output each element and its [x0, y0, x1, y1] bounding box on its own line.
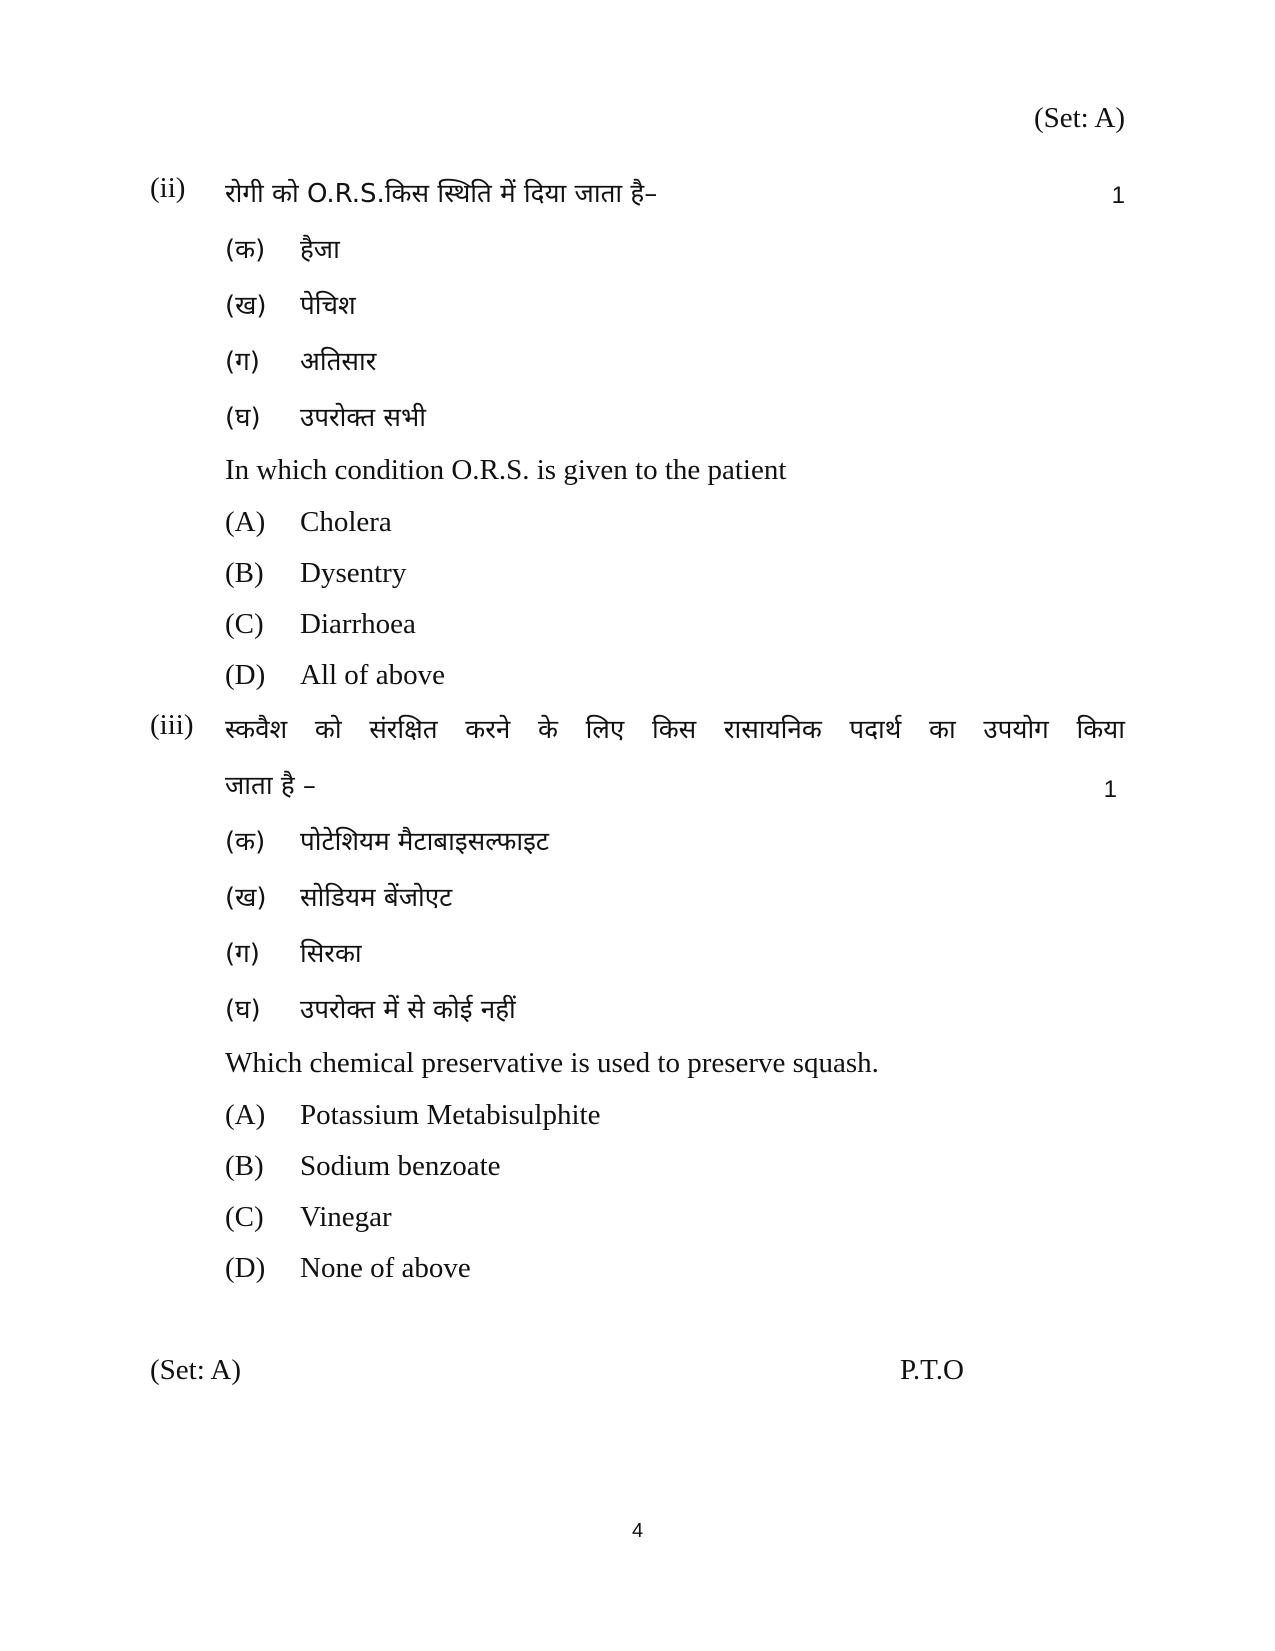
- option-ii-english-text-d: All of above: [300, 659, 445, 691]
- option-ii-english-text-c: Diarrhoea: [300, 608, 416, 640]
- option-iii-hindi-text-4: उपरोक्त में से कोई नहीं: [300, 995, 516, 1025]
- option-iii-hindi-label-1: (क): [225, 827, 266, 857]
- question-iii-hindi-line1: [225, 710, 1125, 746]
- option-iii-hindi-label-3: (ग): [225, 939, 260, 969]
- option-ii-hindi-text-4: उपरोक्त सभी: [300, 403, 426, 433]
- option-ii-hindi-text-3: अतिसार: [300, 347, 377, 377]
- footer-set-label: (Set: A): [150, 1354, 242, 1386]
- option-ii-english-text-b: Dysentry: [300, 557, 407, 589]
- option-iii-hindi-text-1: पोटेशियम मैटाबाइसल्फाइट: [300, 827, 550, 857]
- question-ii-marks: 1: [1111, 182, 1125, 209]
- option-iii-hindi-text-3: सिरका: [300, 939, 362, 969]
- option-ii-hindi-text-2: पेचिश: [300, 291, 356, 321]
- option-iii-english-text-d: None of above: [300, 1252, 471, 1284]
- option-ii-hindi-label-2: (ख): [225, 291, 267, 321]
- question-iii-marks: 1: [1103, 776, 1117, 803]
- option-iii-english-text-c: Vinegar: [300, 1201, 392, 1233]
- option-iii-hindi-text-2: सोडियम बेंजोएट: [300, 883, 453, 913]
- header-set-label: (Set: A): [1033, 102, 1125, 134]
- option-iii-hindi-label-2: (ख): [225, 883, 267, 913]
- option-ii-hindi-label-4: (घ): [225, 403, 261, 433]
- option-ii-hindi-label-3: (ग): [225, 347, 260, 377]
- option-ii-english-label-c: (C): [225, 608, 264, 640]
- option-iii-english-label-b: (B): [225, 1150, 264, 1182]
- question-iii-hindi-text-line1: स्कवैश को संरक्षित करने के लिए किस रासायनिक पदार्थ का उपयोग किया: [225, 715, 1125, 745]
- question-ii-hindi-text: रोगी को O.R.S.किस स्थिति में दिया जाता है–: [225, 179, 658, 209]
- option-iii-hindi-label-4: (घ): [225, 995, 261, 1025]
- option-iii-english-text-a: Potassium Metabisulphite: [300, 1099, 601, 1131]
- option-ii-english-text-a: Cholera: [300, 506, 392, 538]
- option-iii-english-label-c: (C): [225, 1201, 264, 1233]
- option-ii-hindi-text-1: हैजा: [300, 235, 340, 265]
- page-number: 4: [631, 1520, 644, 1542]
- option-iii-english-text-b: Sodium benzoate: [300, 1150, 501, 1182]
- option-iii-english-label-d: (D): [225, 1252, 266, 1284]
- option-iii-english-label-a: (A): [225, 1099, 266, 1131]
- question-ii-english-text: In which condition O.R.S. is given to the patient: [225, 454, 787, 486]
- question-number-ii: (ii): [150, 172, 186, 204]
- footer-pto: P.T.O: [900, 1354, 964, 1386]
- option-ii-english-label-d: (D): [225, 659, 266, 691]
- question-number-iii: (iii): [150, 709, 194, 741]
- option-ii-english-label-a: (A): [225, 506, 266, 538]
- option-ii-hindi-label-1: (क): [225, 235, 266, 265]
- option-ii-english-label-b: (B): [225, 557, 264, 589]
- question-iii-english-text: Which chemical preservative is used to preserve squash.: [225, 1047, 879, 1079]
- question-iii-hindi-text-line2: जाता है –: [225, 771, 316, 801]
